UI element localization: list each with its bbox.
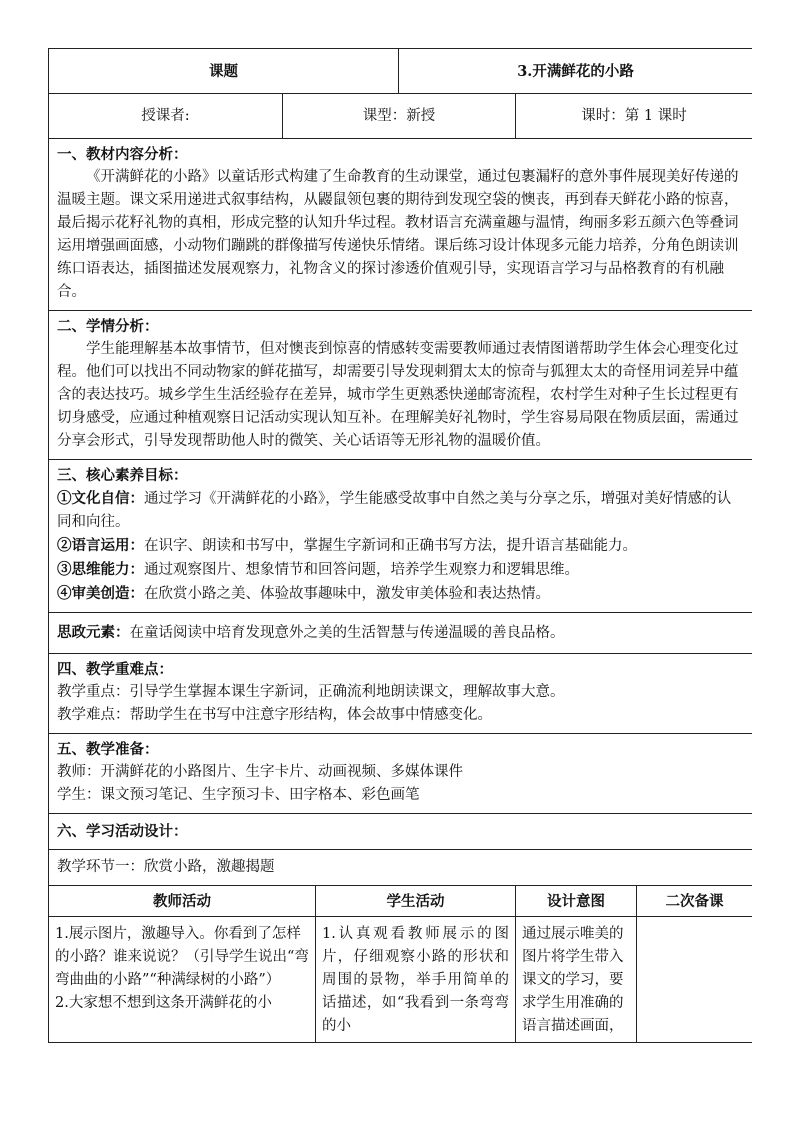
ideology-section	[49, 613, 753, 654]
teacher-activity-cell	[49, 917, 316, 1043]
teacher-prep: 教师：开满鲜花的小路图片、生字卡片、动画视频、多媒体课件	[57, 764, 463, 780]
lesson-plan-page	[48, 48, 752, 1132]
col-teacher-activity: 教师活动	[49, 886, 316, 917]
col-second-prep: 二次备课	[637, 886, 753, 917]
section-prep	[49, 734, 753, 814]
section-goals	[49, 460, 753, 613]
goal-text: 在欣赏小路之美、体验故事趣味中，激发审美体验和表达热情。	[144, 586, 550, 602]
step1-row	[49, 850, 753, 886]
lesson-plan-table	[48, 48, 752, 1043]
student-prep: 学生：课文预习笔记、生字预习卡、田字格本、彩色画笔	[57, 787, 420, 803]
goal-label: ①文化自信：	[57, 490, 144, 507]
section-body: 《开满鲜花的小路》以童话形式构建了生命教育的生动课堂，通过包裹漏籽的意外事件展现美好传递的温暖主题。课文采用递进式叙事结构，从鼹鼠领包裹的期待到发现空袋的懊丧，再到春天鲜花小路的惊喜，最后揭示花籽礼物的真相，形成完整的认知升华过程。教材语言充满童趣与温情，绚丽多彩五颜六色等叠词运用增强画面感，小动物们蹦跳的群像描写传递快乐情绪。课后练习设计体现多元能力培养，分角色朗读训练口语表达，插图描述发展观察力，礼物含义的探讨渗透价值观引导，实现语言学习与品格教育的有机融合。	[57, 169, 739, 300]
goal-item	[57, 534, 744, 558]
col-design-intent: 设计意图	[516, 886, 637, 917]
section-title: 二、学情分析：	[57, 318, 159, 335]
section-analysis-row	[49, 139, 753, 311]
topic-row	[49, 49, 753, 94]
second-prep-cell	[637, 917, 753, 1043]
lesson-time: 课时：第 1 课时	[516, 94, 753, 139]
goal-item	[57, 582, 744, 606]
goal-label: ②语言运用：	[57, 537, 144, 554]
goal-label: ④审美创造：	[57, 585, 144, 602]
section-title: 一、教材内容分析：	[57, 146, 188, 163]
design-intent-cell: 通过展示唯美的图片将学生带入课文的学习，要求学生用准确的语言描述画面，	[516, 917, 637, 1043]
section-activity-title-row	[49, 814, 753, 850]
goal-text: 通过观察图片、想象情节和回答问题，培养学生观察力和逻辑思维。	[144, 562, 579, 578]
section-students	[49, 311, 753, 460]
lesson-type: 课型：新授	[283, 94, 516, 139]
section-analysis	[49, 139, 753, 311]
section-keypoints	[49, 654, 753, 734]
topic-label: 课题	[49, 49, 399, 94]
section-title: 五、教学准备：	[57, 741, 159, 758]
section-keypoints-row	[49, 654, 753, 734]
section-title: 六、学习活动设计：	[49, 814, 753, 850]
teacher-label: 授课者:	[49, 94, 283, 139]
key-point: 教学重点：引导学生掌握本课生字新词，正确流利地朗读课文，理解故事大意。	[57, 684, 565, 700]
difficulty-point: 教学难点：帮助学生在书写中注意字形结构，体会故事中情感变化。	[57, 707, 492, 723]
activity-content-row	[49, 917, 753, 1043]
goal-item	[57, 558, 744, 582]
col-student-activity: 学生活动	[316, 886, 516, 917]
section-title: 三、核心素养目标：	[57, 467, 188, 484]
section-students-row	[49, 311, 753, 460]
section-goals-row	[49, 460, 753, 613]
goal-text: 在识字、朗读和书写中，掌握生字新词和正确书写方法，提升语言基础能力。	[144, 538, 637, 554]
ideology-label: 思政元素：	[57, 624, 130, 641]
section-body: 学生能理解基本故事情节，但对懊丧到惊喜的情感转变需要教师通过表情图谱帮助学生体会心理变化过程。他们可以找出不同动物家的鲜花描写，却需要引导发现刺猬太太的惊奇与狐狸太太的奇怪用词差异中蕴含的表达技巧。城乡学生生活经验存在差异，城市学生更熟悉快递邮寄流程，农村学生对种子生长过程更有切身感受，应通过种植观察日记活动实现认知互补。在理解美好礼物时，学生容易局限在物质层面，需通过分享会形式，引导发现帮助他人时的微笑、关心话语等无形礼物的温暖价值。	[57, 341, 739, 449]
section-title: 四、教学重难点：	[57, 661, 173, 678]
step-title: 教学环节一：欣赏小路，激趣揭题	[49, 850, 753, 886]
goal-item	[57, 487, 744, 534]
teacher-activity-item: 1.展示图片，激趣导入。你看到了怎样的小路？谁来说说？（引导学生说出“弯弯曲曲的小路”“种满绿树的小路”）	[55, 926, 309, 988]
meta-row	[49, 94, 753, 139]
goal-text: 通过学习《开满鲜花的小路》，学生能感受故事中自然之美与分享之乐，增强对美好情感的认同和向往。	[57, 491, 732, 530]
ideology-row	[49, 613, 753, 654]
goal-label: ③思维能力：	[57, 561, 144, 578]
teacher-activity-item: 2.大家想不想到这条开满鲜花的小	[55, 995, 272, 1011]
ideology-text: 在童话阅读中培育发现意外之美的生活智慧与传递温暖的善良品格。	[129, 625, 565, 641]
topic-value: 3.开满鲜花的小路	[399, 49, 753, 94]
section-prep-row	[49, 734, 753, 814]
student-activity-cell: 1.认真观看教师展示的图片，仔细观察小路的形状和周围的景物，举手用简单的话描述，如“我看到一条弯弯的小	[316, 917, 516, 1043]
activity-header-row	[49, 886, 753, 917]
